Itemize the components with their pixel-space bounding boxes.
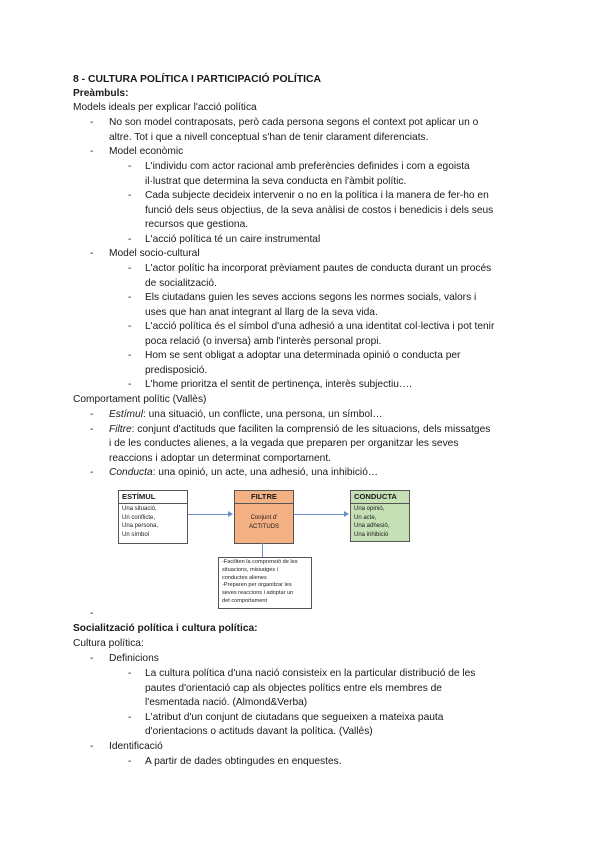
list-item-text: L'individu com actor racional amb preferències definides i com a egoista — [145, 161, 470, 172]
section-heading-preambuls: Preàmbuls: — [73, 88, 129, 99]
list-item-text: L'acció política té un caire instrumental — [145, 234, 321, 245]
list-dash: - — [128, 379, 132, 390]
list-dash: - — [90, 741, 94, 752]
list-item-filtre — [109, 423, 490, 438]
list-item-text: l'esmentada nació. (Almond&Verba) — [145, 697, 308, 708]
list-item-text: A partir de dades obtingudes en enquestes. — [145, 756, 342, 767]
list-item-text: No son model contraposats, però cada persona segons el context pot aplicar un o — [109, 117, 479, 128]
diagram-line: Una adhesió, — [354, 523, 390, 530]
list-item-text: d'orientacions o actituds davant la política. (Vallès) — [145, 726, 373, 737]
list-dash: - — [90, 146, 94, 157]
list-item-text: L'atribut d'un conjunt de ciutadans que segueixen a mateixa pauta — [145, 712, 444, 723]
cultura-heading: Cultura política: — [73, 638, 144, 649]
diagram-note-line: -Preparen per organitzar les — [222, 582, 292, 589]
list-dash: - — [128, 756, 132, 767]
list-item-text: pautes d'orientació cap als objectes polítics entre els membres de — [145, 683, 442, 694]
list-item-estimul — [109, 408, 383, 423]
list-dash: - — [90, 608, 94, 619]
list-item-model-economic: Model econòmic — [109, 146, 184, 157]
list-dash: - — [90, 424, 94, 435]
section-heading-socialitzacio: Socialització política i cultura política: — [73, 623, 258, 634]
diagram-line: Una situació, — [122, 506, 157, 512]
list-item-text: Hom se sent obligat a adoptar una determinada opinió o conducta per — [145, 350, 461, 361]
list-item-text: La cultura política d'una nació consisteix en la particular distribució de les — [145, 668, 476, 679]
diagram-line: Una inhibició — [354, 531, 389, 538]
diagram-line: Una opinió, — [354, 506, 385, 512]
list-dash: - — [90, 653, 94, 664]
list-item-text: il·lustrat que determina la seva conducta en l'àmbit polític. — [145, 176, 407, 187]
diagram-arrow-head — [228, 511, 233, 517]
diagram-line: Un símbol — [122, 531, 150, 538]
list-item-model-socio: Model socio-cultural — [109, 248, 200, 259]
list-item-identificacio: Identificació — [109, 741, 163, 752]
list-item-text: i de les conductes alienes, a la vegada que preparen per organitzar les seves — [109, 438, 459, 449]
diagram-arrow — [294, 514, 344, 515]
list-item-text: poca relació (o inversa) amb l'interès personal propi. — [145, 336, 382, 347]
list-dash: - — [90, 409, 94, 420]
diagram-box-estimul — [118, 490, 188, 544]
list-item-text: L'actor polític ha incorporat prèviament pautes de conducta durant un procés — [145, 263, 492, 274]
list-dash: - — [90, 117, 94, 128]
diagram-box-filtre — [234, 490, 294, 544]
diagram-line: Un acte, — [354, 514, 377, 521]
diagram-note-line: -Faciliten la comprensió de les — [222, 559, 298, 565]
diagram-line: Conjunt d' — [250, 515, 278, 521]
diagram-box-conducta — [350, 490, 410, 542]
list-item-text: de socialització. — [145, 278, 217, 289]
comportament-heading: Comportament polític (Vallès) — [73, 394, 207, 405]
list-item-text: Cada subjecte decideix intervenir o no en la política i la manera de fer-ho en — [145, 190, 489, 201]
diagram-line: Un conflicte, — [122, 514, 156, 521]
diagram-note-line: det comportament — [222, 597, 268, 604]
list-item-text: predisposició. — [145, 365, 208, 376]
diagram-box-title: CONDUCTA — [351, 491, 409, 504]
diagram-arrow — [188, 514, 228, 515]
diagram-arrow-head — [344, 511, 349, 517]
list-item-text: Els ciutadans guien les seves accions segons les normes socials, valors i — [145, 292, 477, 303]
list-item-text: L'home prioritza el sentit de pertinença, interès subjectiu…. — [145, 379, 412, 390]
list-item-text: altre. Tot i que a nivell conceptual s'han de tenir clarament diferenciats. — [109, 132, 429, 143]
list-dash: - — [128, 668, 132, 679]
list-dash: - — [128, 292, 132, 303]
list-dash: - — [128, 263, 132, 274]
list-item-text: L'acció política és el símbol d'una adhesió a una identitat col·lectiva i pot tenir — [145, 321, 495, 332]
list-dash: - — [128, 190, 132, 201]
list-item-text: recursos que gestiona. — [145, 219, 249, 230]
diagram-note-line: conductes alienes — [222, 574, 267, 581]
list-dash: - — [90, 248, 94, 259]
diagram-line: Una persona, — [122, 523, 159, 530]
diagram-note-line: seves reaccions i adoptar un — [222, 590, 294, 597]
list-item-conducta — [109, 466, 378, 481]
filtre-definition: : conjunt d'actituds que faciliten la comprensió de les situacions, dels missatges — [131, 424, 491, 435]
list-item-text: reaccions i adoptar un determinat comportament. — [109, 453, 331, 464]
list-dash: - — [90, 467, 94, 478]
diagram-connector — [262, 543, 263, 557]
list-dash: - — [128, 350, 132, 361]
diagram-note-box — [218, 557, 312, 609]
list-dash: - — [128, 712, 132, 723]
term-estimul: Estímul — [109, 409, 143, 420]
diagram-line: ACTITUDS — [249, 523, 279, 530]
conducta-definition: : una opinió, un acte, una adhesió, una inhibició… — [152, 467, 379, 478]
list-dash: - — [128, 161, 132, 172]
list-item-text: funció dels seus objectius, de la seva anàlisi de costos i benedicis i dels seus — [145, 205, 494, 216]
term-filtre: Filtre — [109, 424, 132, 435]
list-dash: - — [128, 234, 132, 245]
estimul-definition: : una situació, un conflicte, una persona, un símbol… — [142, 409, 383, 420]
list-item-text: uses que han anat integrant al llarg de la seva vida. — [145, 307, 378, 318]
list-item-definicions: Definicions — [109, 653, 159, 664]
page-title: 8 - CULTURA POLÍTICA I PARTICIPACIÓ POLÍTICA — [73, 74, 322, 85]
models-heading: Models ideals per explicar l'acció política — [73, 102, 257, 113]
term-conducta: Conducta — [109, 467, 153, 478]
diagram-box-title: FILTRE — [235, 491, 293, 504]
diagram-note-line: situacions, missatges i — [222, 566, 278, 573]
diagram-box-title: ESTÍMUL — [119, 491, 187, 504]
list-dash: - — [128, 321, 132, 332]
